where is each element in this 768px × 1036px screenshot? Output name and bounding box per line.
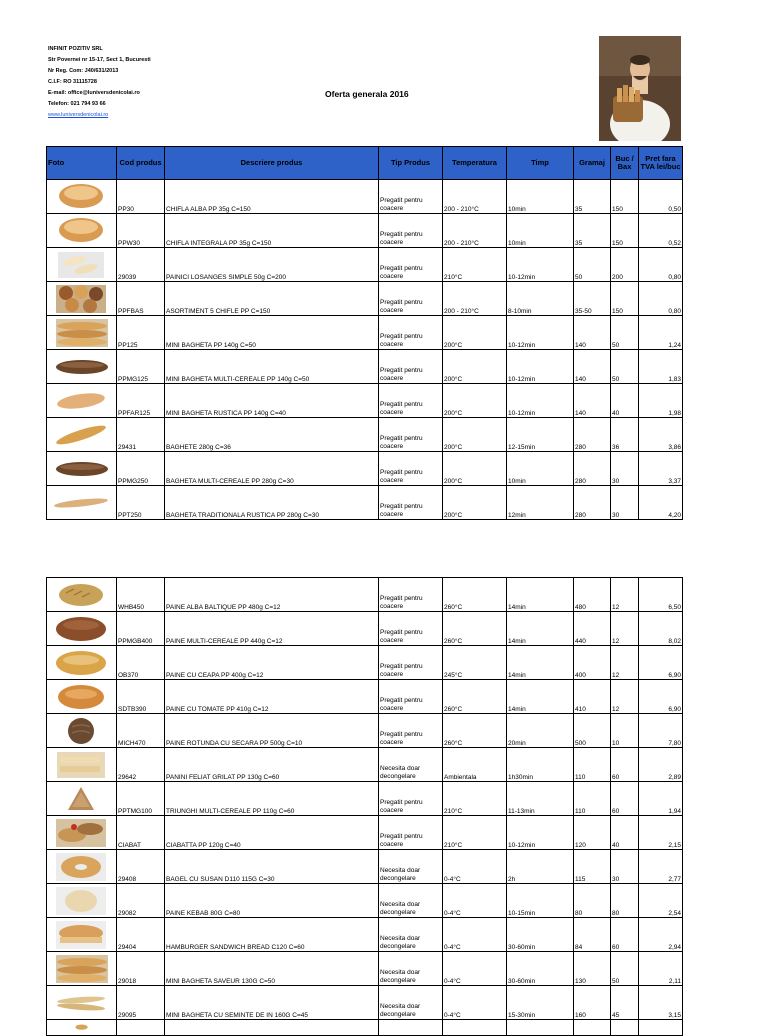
cell-tip [379,1020,443,1036]
table-row [47,418,683,452]
cell-timp: 11-13min [507,782,574,816]
cell-cod: PPMGB400 [117,612,165,646]
table-row [47,384,683,418]
cell-cod: WHB450 [117,578,165,612]
product-photo [47,714,117,748]
cell-tip: Necesita doar decongelare [379,884,443,918]
bread-icon [54,181,110,213]
product-table-1 [46,146,683,520]
cell-cod: PPMG125 [117,350,165,384]
product-photo [47,782,117,816]
company-info [48,44,151,121]
cell-tip: Pregatit pentru coacere [379,418,443,452]
product-photo [47,418,117,452]
cell-buc: 12 [611,680,639,714]
cell-buc: 12 [611,646,639,680]
cell-gramaj: 35-50 [574,282,611,316]
cell-descriere: TRIUNGHI MULTI-CEREALE PP 110g C=60 [165,782,379,816]
header-buc: Buc / Bax [611,147,639,180]
cell-gramaj: 130 [574,952,611,986]
cell-temperatura: 260°C [443,714,507,748]
cell-temperatura: 200°C [443,452,507,486]
cell-tip: Necesita doar decongelare [379,918,443,952]
table-row [47,248,683,282]
cell-cod [117,1020,165,1036]
cell-gramaj: 400 [574,646,611,680]
cell-pret: 2,94 [639,918,683,952]
bread-icon [54,987,110,1019]
cell-tip: Pregatit pentru coacere [379,486,443,520]
cell-tip: Pregatit pentru coacere [379,180,443,214]
bread-icon [54,317,110,349]
cell-temperatura: 200 - 210°C [443,214,507,248]
cell-buc: 60 [611,782,639,816]
company-reg: Nr Reg. Com: J40/631/2013 [48,68,119,74]
table-row [47,986,683,1020]
bread-icon [54,351,110,383]
cell-gramaj: 110 [574,748,611,782]
cell-temperatura: 210°C [443,782,507,816]
cell-pret: 6,90 [639,680,683,714]
cell-buc: 200 [611,248,639,282]
cell-pret: 3,15 [639,986,683,1020]
cell-buc: 60 [611,748,639,782]
cell-gramaj: 280 [574,452,611,486]
product-photo [47,486,117,520]
cell-buc: 50 [611,316,639,350]
cell-pret: 3,86 [639,418,683,452]
cell-timp: 30-60min [507,918,574,952]
bread-icon [54,783,110,815]
cell-pret: 2,54 [639,884,683,918]
header-foto: Foto [47,147,117,180]
product-photo [47,986,117,1020]
cell-cod: SDTB390 [117,680,165,714]
header-timp: Timp [507,147,574,180]
table-row [47,214,683,248]
header-gramaj: Gramaj [574,147,611,180]
header-descriere: Descriere produs [165,147,379,180]
table-row [47,884,683,918]
cell-buc: 10 [611,714,639,748]
cell-tip: Pregatit pentru coacere [379,816,443,850]
cell-timp: 14min [507,578,574,612]
cell-buc: 80 [611,884,639,918]
cell-cod: PPFBAS [117,282,165,316]
cell-pret: 1,98 [639,384,683,418]
product-table-2 [46,577,683,1036]
cell-timp: 10min [507,180,574,214]
cell-descriere: PAINE ALBA BALTIQUE PP 480g C=12 [165,578,379,612]
cell-gramaj: 120 [574,816,611,850]
cell-descriere: PAINE MULTI-CEREALE PP 440g C=12 [165,612,379,646]
cell-pret: 6,50 [639,578,683,612]
cell-temperatura: 200°C [443,350,507,384]
product-photo [47,316,117,350]
product-photo [47,578,117,612]
cell-pret: 0,80 [639,282,683,316]
company-address: Str Povernei nr 15-17, Sect 1, Bucuresti [48,57,151,63]
cell-gramaj: 280 [574,418,611,452]
cell-cod: 29431 [117,418,165,452]
product-photo [47,282,117,316]
bread-icon [54,579,110,611]
cell-timp: 10min [507,452,574,486]
cell-descriere: CHIFLA INTEGRALA PP 35g C=150 [165,214,379,248]
cell-cod: PPTMG100 [117,782,165,816]
cell-buc: 30 [611,452,639,486]
cell-cod: PP125 [117,316,165,350]
cell-pret: 1,94 [639,782,683,816]
table-row [47,180,683,214]
bread-icon [54,953,110,985]
cell-temperatura: 260°C [443,578,507,612]
cell-gramaj: 50 [574,248,611,282]
cell-temperatura: 0-4°C [443,952,507,986]
cell-buc [611,1020,639,1036]
product-photo [47,350,117,384]
cell-timp: 12-15min [507,418,574,452]
bread-icon [54,453,110,485]
table-row [47,748,683,782]
cell-cod: 29018 [117,952,165,986]
cell-tip: Pregatit pentru coacere [379,680,443,714]
cell-buc: 40 [611,816,639,850]
cell-tip: Pregatit pentru coacere [379,646,443,680]
product-photo [47,748,117,782]
cell-pret: 3,37 [639,452,683,486]
cell-pret: 1,24 [639,316,683,350]
table-row [47,918,683,952]
cell-timp: 10-12min [507,350,574,384]
cell-cod: 29095 [117,986,165,1020]
cell-gramaj: 280 [574,486,611,520]
cell-tip: Necesita doar decongelare [379,748,443,782]
table-row [47,782,683,816]
table-row [47,646,683,680]
bread-icon [54,385,110,417]
cell-descriere: BAGHETA TRADITIONALA RUSTICA PP 280g C=30 [165,486,379,520]
cell-gramaj: 140 [574,350,611,384]
cell-timp: 15-30min [507,986,574,1020]
cell-timp: 10-12min [507,316,574,350]
cell-tip: Necesita doar decongelare [379,850,443,884]
header-tip: Tip Produs [379,147,443,180]
company-cif: C.I.F: RO 31115728 [48,79,97,85]
cell-temperatura: 0-4°C [443,884,507,918]
cell-temperatura: 200°C [443,316,507,350]
product-photo [47,918,117,952]
cell-descriere: PAINICI LOSANGES SIMPLE 50g C=200 [165,248,379,282]
table-row [47,612,683,646]
cell-timp: 14min [507,680,574,714]
bread-icon [54,715,110,747]
cell-descriere: MINI BAGHETA CU SEMINTE DE IN 160G C=45 [165,986,379,1020]
table-row [47,680,683,714]
bread-icon [54,487,110,519]
cell-temperatura: 245°C [443,646,507,680]
cell-descriere: BAGEL CU SUSAN D110 115G C=30 [165,850,379,884]
cell-gramaj [574,1020,611,1036]
table-row [47,350,683,384]
table-row [47,1020,683,1036]
cell-tip: Pregatit pentru coacere [379,384,443,418]
cell-cod: PP30 [117,180,165,214]
cell-buc: 12 [611,612,639,646]
cell-pret: 0,50 [639,180,683,214]
company-website-link[interactable]: www.luniversdenicolai.ro [48,112,109,118]
cell-buc: 45 [611,986,639,1020]
bread-icon [54,419,110,451]
cell-gramaj: 84 [574,918,611,952]
cell-gramaj: 480 [574,578,611,612]
cell-cod: 29408 [117,850,165,884]
cell-temperatura: 200 - 210°C [443,180,507,214]
cell-tip: Pregatit pentru coacere [379,578,443,612]
cell-timp: 10-12min [507,384,574,418]
bread-icon [54,1021,110,1035]
cell-gramaj: 440 [574,612,611,646]
cell-gramaj: 80 [574,884,611,918]
bread-icon [54,885,110,917]
cell-buc: 36 [611,418,639,452]
bread-icon [54,249,110,281]
cell-pret: 2,89 [639,748,683,782]
table-row [47,316,683,350]
cell-timp: 1h30min [507,748,574,782]
cell-descriere: PANINI FELIAT GRILAT PP 130g C=60 [165,748,379,782]
bread-icon [54,647,110,679]
cell-tip: Necesita doar decongelare [379,952,443,986]
cell-cod: PPW30 [117,214,165,248]
cell-descriere: BAGHETE 280g C=36 [165,418,379,452]
cell-timp: 10-12min [507,248,574,282]
cell-descriere: PAINE CU TOMATE PP 410g C=12 [165,680,379,714]
cell-buc: 30 [611,850,639,884]
table-row [47,452,683,486]
cell-temperatura: 210°C [443,816,507,850]
cell-gramaj: 500 [574,714,611,748]
product-photo [47,1020,117,1036]
cell-gramaj: 160 [574,986,611,1020]
cell-tip: Pregatit pentru coacere [379,214,443,248]
product-photo [47,952,117,986]
product-photo [47,646,117,680]
table-row [47,578,683,612]
cell-descriere: MINI BAGHETA SAVEUR 130G C=50 [165,952,379,986]
cell-timp: 10min [507,214,574,248]
cell-tip: Pregatit pentru coacere [379,316,443,350]
bread-icon [54,919,110,951]
bread-icon [54,817,110,849]
cell-descriere: MINI BAGHETA MULTI-CEREALE PP 140g C=50 [165,350,379,384]
cell-descriere: BAGHETA MULTI-CEREALE PP 280g C=30 [165,452,379,486]
product-photo [47,384,117,418]
table-row [47,282,683,316]
cell-pret: 4,20 [639,486,683,520]
cell-cod: PPMG250 [117,452,165,486]
bread-icon [54,283,110,315]
product-photo [47,214,117,248]
cell-cod: PPT250 [117,486,165,520]
cell-gramaj: 140 [574,384,611,418]
cell-temperatura: 0-4°C [443,986,507,1020]
cell-buc: 150 [611,282,639,316]
cell-timp: 30-60min [507,952,574,986]
table-row [47,850,683,884]
cell-cod: 29039 [117,248,165,282]
cell-gramaj: 35 [574,214,611,248]
cell-cod: OB370 [117,646,165,680]
product-photo [47,816,117,850]
cell-temperatura: 0-4°C [443,918,507,952]
cell-temperatura: 210°C [443,248,507,282]
cell-descriere: CIABATTA PP 120g C=40 [165,816,379,850]
cell-pret: 0,52 [639,214,683,248]
cell-tip: Pregatit pentru coacere [379,350,443,384]
cell-pret: 1,83 [639,350,683,384]
cell-cod: 29642 [117,748,165,782]
product-photo [47,884,117,918]
cell-descriere: MINI BAGHETA RUSTICA PP 140g C=40 [165,384,379,418]
cell-timp [507,1020,574,1036]
cell-temperatura: 0-4°C [443,850,507,884]
product-photo [47,680,117,714]
header-pret: Pret fara TVA lei/buc [639,147,683,180]
cell-timp: 10-15min [507,884,574,918]
company-name: INFINIT POZITIV SRL [48,46,103,52]
cell-gramaj: 35 [574,180,611,214]
cell-cod: PPFAR125 [117,384,165,418]
bread-icon [54,851,110,883]
company-email: E-mail: office@luniversdenicolai.ro [48,90,140,96]
cell-temperatura: 200°C [443,418,507,452]
cell-temperatura: 200°C [443,486,507,520]
cell-tip: Pregatit pentru coacere [379,248,443,282]
bread-icon [54,681,110,713]
cell-descriere: MINI BAGHETA PP 140g C=50 [165,316,379,350]
cell-tip: Pregatit pentru coacere [379,612,443,646]
cell-cod: CIABAT [117,816,165,850]
product-photo [47,180,117,214]
page-title: Oferta generala 2016 [325,89,409,99]
cell-gramaj: 410 [574,680,611,714]
cell-descriere: CHIFLA ALBA PP 35g C=150 [165,180,379,214]
cell-tip: Pregatit pentru coacere [379,282,443,316]
cell-buc: 50 [611,952,639,986]
cell-descriere: PAINE KEBAB 80G C=80 [165,884,379,918]
cell-buc: 150 [611,214,639,248]
product-photo [47,612,117,646]
cell-temperatura: Ambientala [443,748,507,782]
cell-buc: 40 [611,384,639,418]
cell-timp: 10-12min [507,816,574,850]
bread-icon [54,215,110,247]
cell-tip: Pregatit pentru coacere [379,714,443,748]
header-temperatura: Temperatura [443,147,507,180]
cell-descriere [165,1020,379,1036]
cell-timp: 12min [507,486,574,520]
product-photo [47,850,117,884]
bread-icon [54,749,110,781]
cell-temperatura: 260°C [443,680,507,714]
table-row [47,952,683,986]
header-cod: Cod produs [117,147,165,180]
cell-descriere: PAINE ROTUNDA CU SECARA PP 500g C=10 [165,714,379,748]
bread-icon [54,613,110,645]
cell-gramaj: 115 [574,850,611,884]
table-header-row [47,147,683,180]
cell-buc: 12 [611,578,639,612]
cell-cod: 29404 [117,918,165,952]
table-row [47,816,683,850]
cell-pret: 2,15 [639,816,683,850]
cell-pret [639,1020,683,1036]
product-photo [47,452,117,486]
cell-pret: 2,11 [639,952,683,986]
cell-timp: 8-10min [507,282,574,316]
cell-temperatura: 260°C [443,612,507,646]
cell-pret: 0,80 [639,248,683,282]
cell-timp: 20min [507,714,574,748]
cell-pret: 2,77 [639,850,683,884]
company-phone: Telefon: 021 794 93 66 [48,101,106,107]
cell-timp: 14min [507,612,574,646]
cell-buc: 50 [611,350,639,384]
cell-buc: 30 [611,486,639,520]
cell-tip: Pregatit pentru coacere [379,782,443,816]
product-photo [47,248,117,282]
cell-cod: 29082 [117,884,165,918]
cell-pret: 6,90 [639,646,683,680]
cell-cod: MICH470 [117,714,165,748]
cell-gramaj: 110 [574,782,611,816]
cell-buc: 60 [611,918,639,952]
table-row [47,486,683,520]
table-row [47,714,683,748]
cell-pret: 7,80 [639,714,683,748]
chef-photo [599,36,681,141]
cell-buc: 150 [611,180,639,214]
cell-temperatura: 200 - 210°C [443,282,507,316]
cell-timp: 2h [507,850,574,884]
cell-pret: 8,02 [639,612,683,646]
cell-tip: Necesita doar decongelare [379,986,443,1020]
cell-temperatura: 200°C [443,384,507,418]
cell-descriere: HAMBURGER SANDWICH BREAD C120 C=60 [165,918,379,952]
cell-descriere: PAINE CU CEAPA PP 400g C=12 [165,646,379,680]
cell-temperatura [443,1020,507,1036]
cell-gramaj: 140 [574,316,611,350]
cell-timp: 14min [507,646,574,680]
cell-tip: Pregatit pentru coacere [379,452,443,486]
cell-descriere: ASORTIMENT 5 CHIFLE PP C=150 [165,282,379,316]
